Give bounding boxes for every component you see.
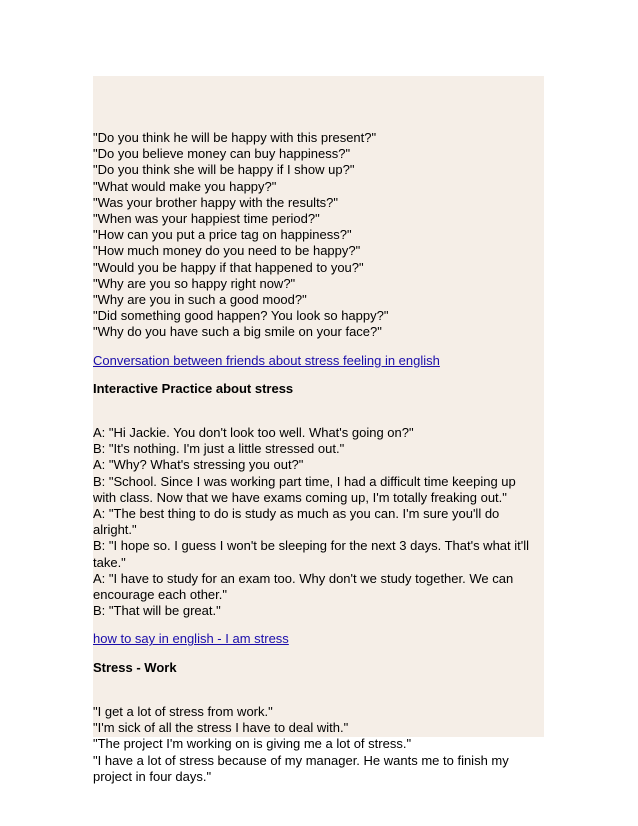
question-line: "When was your happiest time period?"	[93, 211, 320, 227]
question-line: "Do you think he will be happy with this present?"	[93, 130, 377, 145]
spacer	[93, 619, 541, 631]
work-phrase-line: "The project I'm working on is giving me a lot of stress."	[93, 736, 412, 752]
interactive-practice-heading: Interactive Practice about stress	[93, 380, 294, 396]
question-line: "Did something good happen? You look so happy?"	[93, 308, 389, 324]
dialogue-line: A: "I have to study for an exam too. Why don't we study together. We can encourage each other."	[93, 570, 514, 603]
how-to-say-link[interactable]: how to say in english - I am stress	[93, 631, 289, 647]
spacer	[93, 397, 541, 425]
work-phrases-list	[93, 704, 541, 785]
question-line: "How can you put a price tag on happiness?"	[93, 227, 352, 243]
dialogue-line: B: "It's nothing. I'm just a little stressed out."	[93, 441, 345, 457]
dialogue-block	[93, 425, 541, 619]
question-line: "Do you believe money can buy happiness?"	[93, 146, 351, 162]
spacer	[93, 676, 541, 704]
dialogue-line: A: "The best thing to do is study as much as you can. I'm sure you'll do alright."	[93, 506, 500, 538]
work-phrase-line: "I get a lot of stress from work."	[93, 703, 273, 719]
dialogue-line: B: "That will be great."	[93, 603, 221, 619]
work-phrase-line: "I'm sick of all the stress I have to deal with."	[93, 720, 349, 736]
question-line: "What would make you happy?"	[93, 178, 277, 194]
question-line: "Why are you in such a good mood?"	[93, 292, 307, 308]
question-line: "Why are you so happy right now?"	[93, 275, 296, 291]
stress-work-heading: Stress - Work	[93, 659, 177, 675]
work-phrase-line: "I have a lot of stress because of my manager. He wants me to finish my project in four days."	[93, 752, 509, 784]
conversation-link[interactable]: Conversation between friends about stress feeling in english	[93, 352, 440, 368]
spacer	[93, 648, 541, 660]
dialogue-line: B: "I hope so. I guess I won't be sleeping for the next 3 days. That's what it'll take."	[93, 538, 530, 570]
dialogue-line: A: "Hi Jackie. You don't look too well. What's going on?"	[93, 425, 414, 441]
document-content	[93, 130, 541, 785]
spacer	[93, 369, 541, 381]
happy-questions-list	[93, 130, 541, 341]
dialogue-line: A: "Why? What's stressing you out?"	[93, 457, 304, 473]
question-line: "Was your brother happy with the results?"	[93, 194, 339, 210]
spacer	[93, 341, 541, 353]
question-line: "Do you think she will be happy if I show up?"	[93, 162, 355, 178]
question-line: "Why do you have such a big smile on your face?"	[93, 324, 382, 340]
question-line: "How much money do you need to be happy?"	[93, 243, 361, 259]
question-line: "Would you be happy if that happened to you?"	[93, 259, 364, 275]
dialogue-line: B: "School. Since I was working part time, I had a difficult time keeping up with class. Now that we have exams coming up, I'm totally freaking out."	[93, 473, 516, 505]
